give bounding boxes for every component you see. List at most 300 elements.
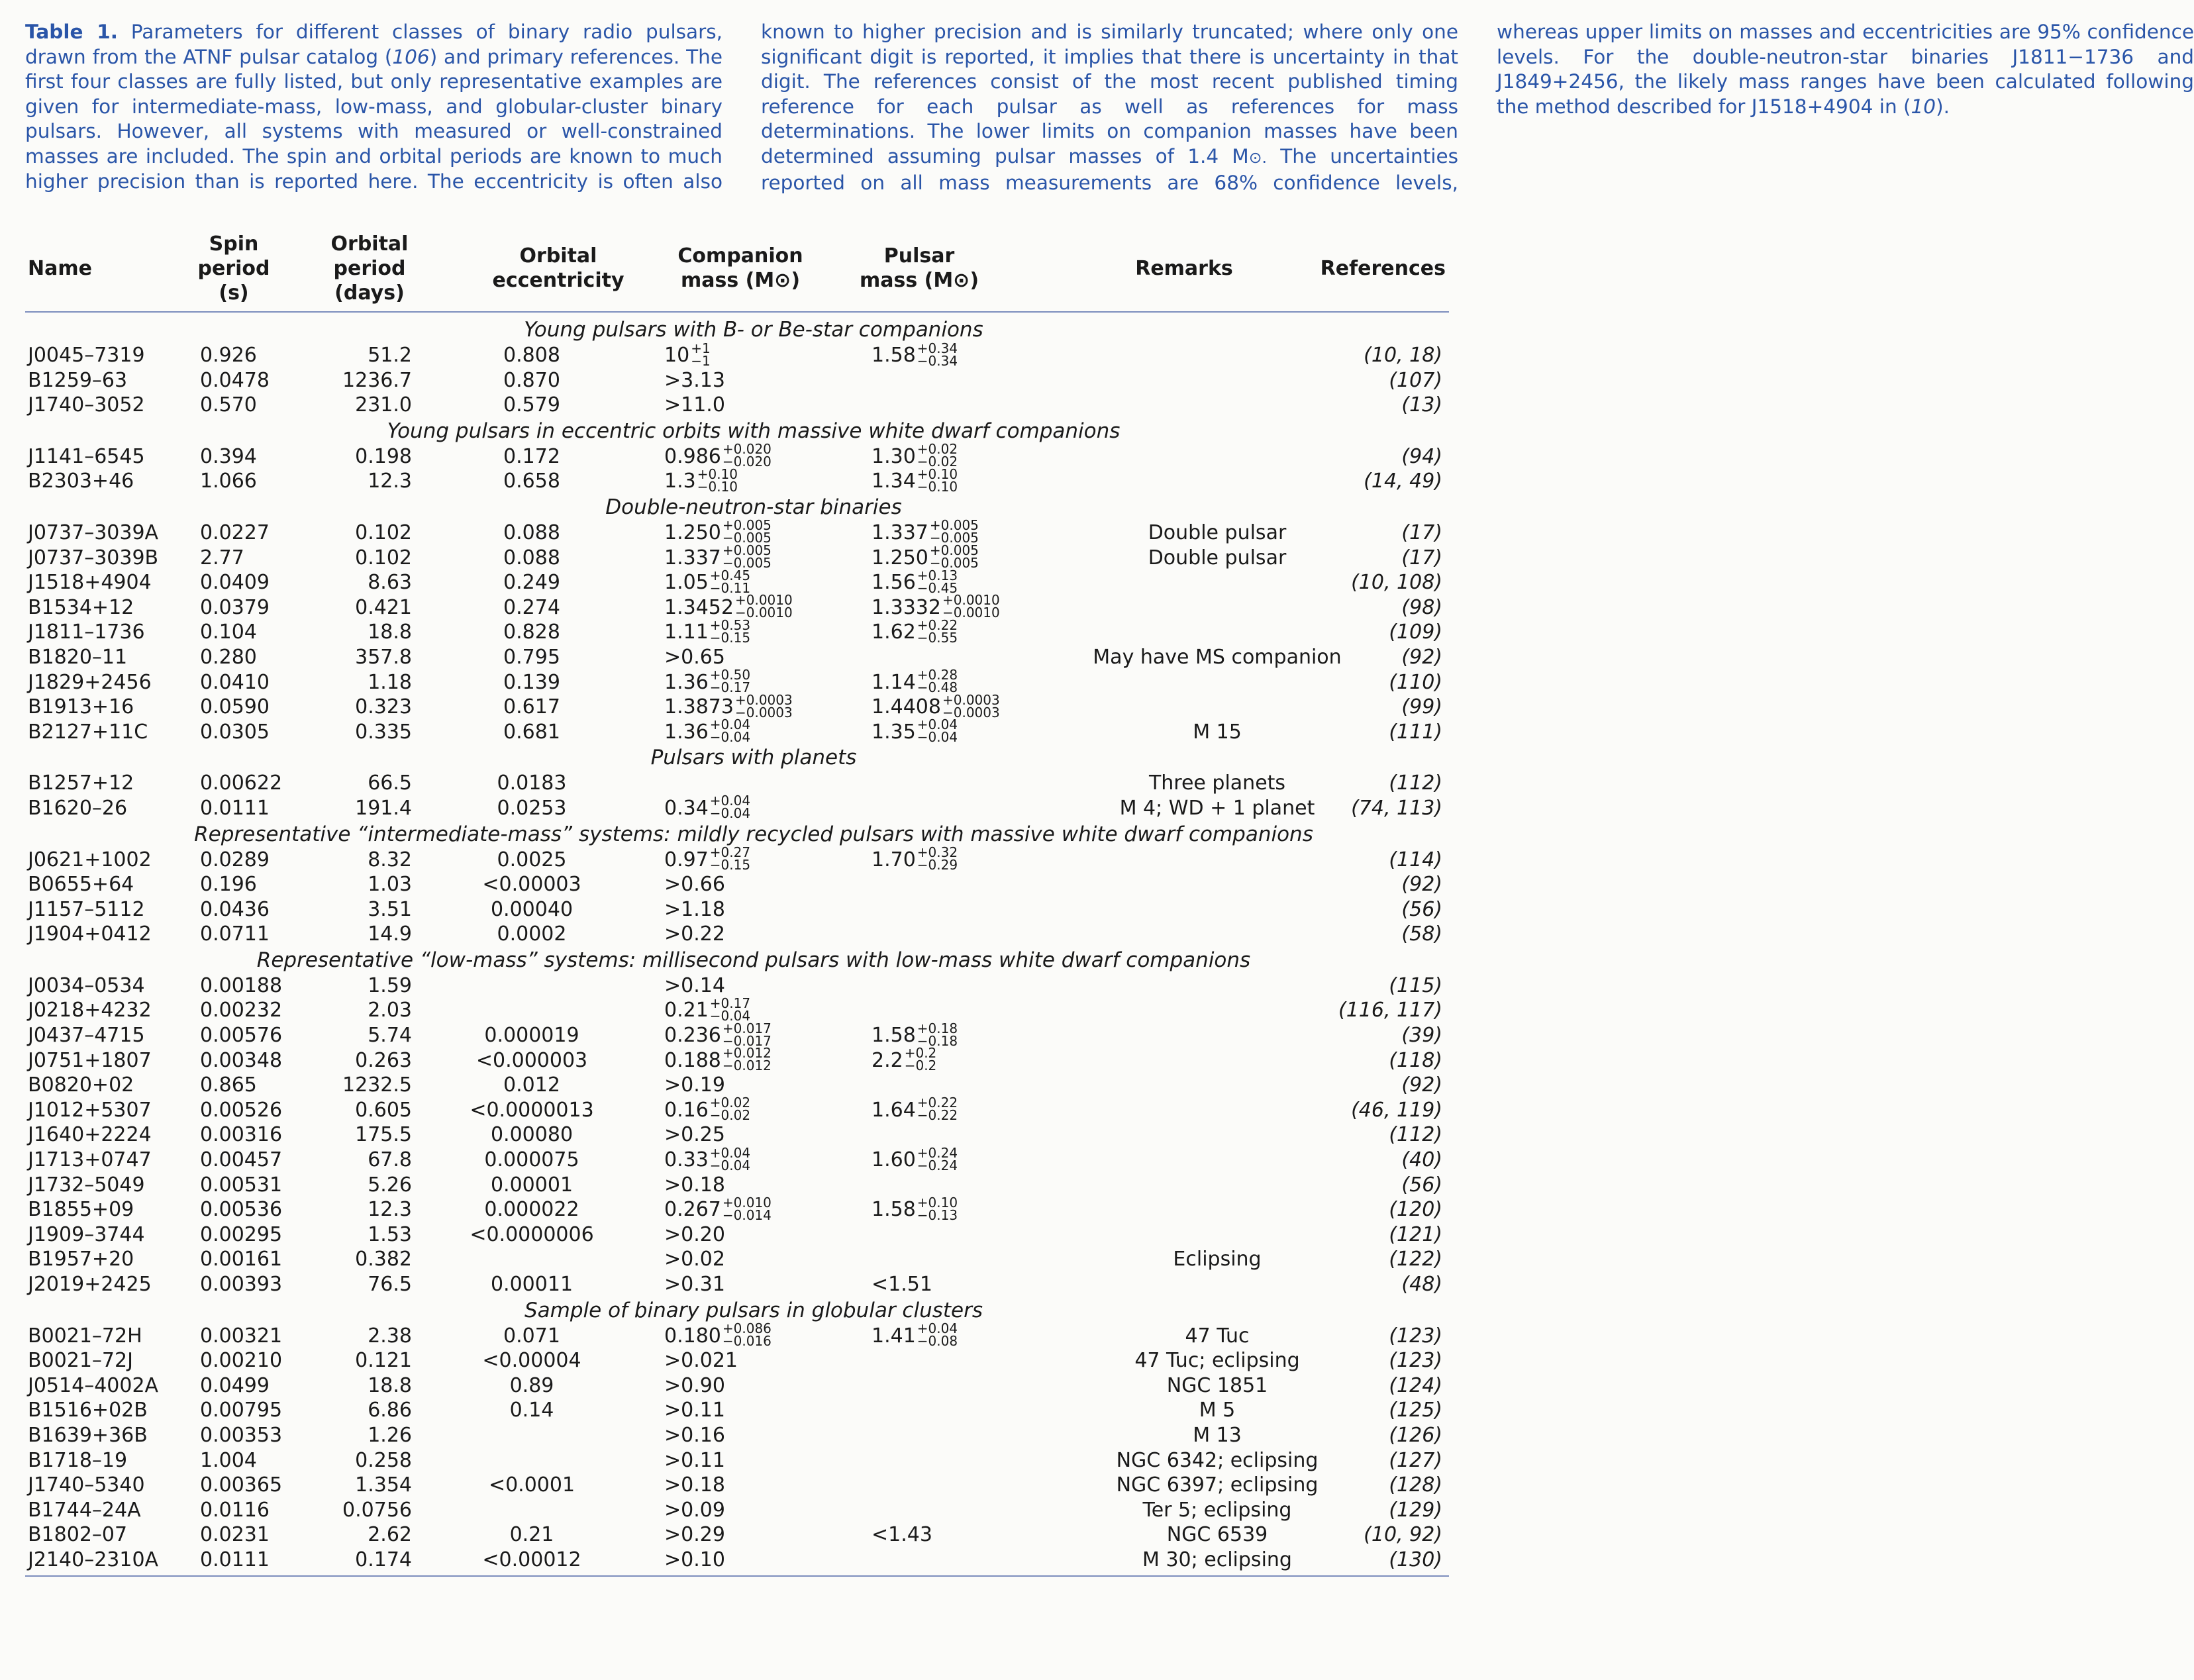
pulsar-mass: [872, 1045, 937, 1074]
eccentricity: 0.088: [503, 546, 560, 569]
spin-period: 0.0111: [200, 1548, 270, 1571]
table-row: [25, 592, 1449, 621]
remarks: May have MS companion: [1093, 645, 1342, 669]
header-name: Name: [28, 256, 92, 280]
pulsar-mass: [872, 716, 958, 746]
pulsar-name: B1744–24A: [28, 1498, 141, 1522]
references: (17): [1401, 546, 1442, 569]
references: (10, 108): [1351, 571, 1442, 595]
uncertainty-lower: −0.15: [709, 629, 751, 646]
mass-value: 1.3873: [664, 695, 734, 719]
orbital-period: 0.323: [355, 695, 412, 719]
references: (128): [1389, 1473, 1442, 1497]
header-remarks: Remarks: [1135, 256, 1233, 280]
pulsar-name: B0021–72H: [28, 1324, 142, 1348]
spin-period: 0.0478: [200, 368, 270, 392]
table-row: [25, 1222, 1449, 1248]
uncertainty-upper: +0.50: [709, 667, 751, 683]
table-row: [25, 771, 1449, 796]
companion-mass: [664, 1498, 725, 1523]
spin-period: 0.00295: [200, 1222, 283, 1246]
mass-value: 1.14: [872, 670, 916, 694]
uncertainty-lower: −0.04: [709, 1157, 751, 1173]
references: (10, 18): [1364, 344, 1442, 367]
pulsar-mass: [872, 617, 958, 646]
remarks: Double pulsar: [1148, 546, 1287, 569]
mass-uncertainty: [917, 1194, 958, 1223]
mass-uncertainty: [710, 795, 750, 820]
spin-period: 0.0305: [200, 720, 270, 744]
table-header: [25, 225, 1449, 311]
table-row: [25, 995, 1449, 1024]
section-title: Young pulsars with B- or Be-star companions: [524, 318, 983, 342]
uncertainty-lower: −0.34: [917, 352, 958, 369]
references: (92): [1401, 873, 1442, 897]
orbital-period: 5.74: [368, 1024, 412, 1048]
table-row: [25, 872, 1449, 897]
spin-period: 2.77: [200, 546, 244, 569]
companion-mass: [664, 617, 751, 646]
mass-uncertainty: [917, 669, 958, 694]
companion-mass: [664, 1473, 725, 1498]
orbital-period: 0.258: [355, 1448, 412, 1472]
uncertainty-lower: −0.48: [917, 679, 958, 696]
orbital-period: 76.5: [368, 1273, 412, 1296]
mass-value: 1.4408: [872, 695, 941, 719]
companion-mass: [664, 1073, 725, 1098]
caption-cite: 106: [392, 45, 430, 68]
eccentricity: 0.088: [503, 520, 560, 544]
table-row: [25, 691, 1449, 720]
table-row: [25, 1122, 1449, 1148]
spin-period: 0.00321: [200, 1324, 283, 1348]
references: (123): [1389, 1349, 1442, 1373]
companion-mass: [664, 393, 725, 418]
orbital-period: 0.263: [355, 1048, 412, 1072]
orbital-period: 51.2: [368, 344, 412, 367]
pulsar-name: B1534+12: [28, 595, 134, 619]
eccentricity: <0.0000006: [470, 1222, 594, 1246]
orbital-period: 18.8: [368, 1373, 412, 1397]
pulsar-name: J1012+5307: [28, 1098, 152, 1122]
header-references: References: [1320, 256, 1446, 280]
pulsar-mass: [872, 1194, 958, 1223]
mass-value: 2.2: [872, 1048, 903, 1072]
companion-mass: [664, 1173, 725, 1198]
mass-uncertainty: [917, 619, 958, 644]
mass-uncertainty: [697, 468, 738, 493]
uncertainty-lower: −0.18: [917, 1032, 958, 1049]
mass-value: >0.66: [664, 873, 725, 897]
mass-value: 1.36: [664, 720, 709, 744]
uncertainty-upper: +0.020: [722, 441, 772, 458]
table-row: [25, 1548, 1449, 1573]
caption-label: Table 1.: [25, 21, 118, 43]
pulsar-table: [25, 225, 1449, 1578]
spin-period: 0.00348: [200, 1048, 283, 1072]
eccentricity: 0.828: [503, 620, 560, 644]
pulsar-name: J1157–5112: [28, 897, 145, 921]
uncertainty-upper: +0.10: [917, 1194, 958, 1211]
mass-value: 0.180: [664, 1324, 721, 1348]
section-title: Representative “low-mass” systems: millisecond pulsars with low-mass white dwarf companions: [256, 948, 1251, 972]
table-row: [25, 542, 1449, 571]
mass-value: >0.09: [664, 1498, 725, 1522]
references: (56): [1401, 897, 1442, 921]
mass-uncertainty: [917, 569, 958, 595]
pulsar-mass: [872, 340, 958, 369]
eccentricity: <0.000003: [475, 1048, 588, 1072]
mass-value: 1.58: [872, 344, 916, 367]
companion-mass: [664, 1122, 725, 1148]
mass-value: 10: [664, 344, 690, 367]
orbital-period: 1.26: [368, 1423, 412, 1447]
uncertainty-upper: +0.45: [709, 567, 751, 583]
mass-uncertainty: [735, 594, 793, 619]
mass-uncertainty: [709, 1144, 751, 1173]
mass-uncertainty: [942, 691, 1000, 720]
references: (99): [1401, 695, 1442, 719]
uncertainty-upper: +0.02: [709, 1095, 751, 1111]
table-row: [25, 973, 1449, 999]
remarks: NGC 6342; eclipsing: [1116, 1448, 1319, 1472]
mass-value: >0.11: [664, 1399, 725, 1422]
pulsar-name: B1257+12: [28, 771, 134, 795]
companion-mass: [664, 1272, 725, 1297]
pulsar-name: B1516+02B: [28, 1399, 148, 1422]
companion-mass: [664, 1448, 725, 1473]
mass-value: >0.10: [664, 1548, 725, 1571]
orbital-period: 18.8: [368, 620, 412, 644]
table-row: [25, 1473, 1449, 1498]
orbital-period: 1.354: [355, 1473, 412, 1497]
uncertainty-lower: −0.014: [722, 1207, 772, 1223]
caption-text-4: ).: [1936, 95, 1950, 118]
mass-uncertainty: [723, 1322, 772, 1348]
remarks: M 15: [1193, 720, 1242, 744]
spin-period: 0.00365: [200, 1473, 283, 1497]
references: (48): [1401, 1273, 1442, 1296]
uncertainty-upper: +0.086: [722, 1320, 772, 1337]
section-title: Representative “intermediate-mass” systems: mildly recycled pulsars with massive white dwarf companions: [194, 822, 1313, 846]
uncertainty-upper: +0.04: [709, 793, 751, 809]
orbital-period: 231.0: [355, 393, 412, 417]
spin-period: 0.0499: [200, 1373, 270, 1397]
uncertainty-lower: −0.22: [917, 1107, 958, 1124]
uncertainty-lower: −0.24: [917, 1157, 958, 1173]
bottom-rule: [25, 1575, 1449, 1577]
companion-mass: [664, 1144, 751, 1173]
uncertainty-lower: −0.017: [722, 1032, 772, 1049]
pulsar-name: B2303+46: [28, 469, 134, 493]
eccentricity: 0.0183: [497, 771, 567, 795]
references: (125): [1389, 1399, 1442, 1422]
mass-value: >0.20: [664, 1222, 725, 1246]
spin-period: 0.0289: [200, 848, 270, 871]
uncertainty-lower: −0.016: [722, 1333, 772, 1350]
uncertainty-upper: +0.10: [697, 466, 738, 482]
orbital-period: 0.605: [355, 1098, 412, 1122]
mass-value: 1.58: [872, 1024, 916, 1048]
pulsar-name: J1829+2456: [28, 670, 152, 694]
spin-period: 0.00526: [200, 1098, 283, 1122]
table-row: [25, 1144, 1449, 1173]
mass-value: 1.58: [872, 1198, 916, 1222]
spin-period: 0.00210: [200, 1349, 283, 1373]
mass-value: 0.986: [664, 444, 721, 468]
orbital-period: 1.59: [368, 973, 412, 997]
table-row: [25, 1194, 1449, 1223]
orbital-period: 2.03: [368, 999, 412, 1022]
uncertainty-upper: +0.005: [722, 517, 772, 534]
uncertainty-lower: −0.0010: [734, 605, 793, 621]
uncertainty-upper: +0.17: [709, 995, 751, 1011]
mass-value: 1.3: [664, 469, 696, 493]
uncertainty-lower: −0.2: [904, 1058, 937, 1074]
spin-period: 0.00531: [200, 1173, 283, 1197]
companion-mass: [664, 1194, 772, 1223]
pulsar-name: J2019+2425: [28, 1273, 152, 1296]
eccentricity: <0.00012: [482, 1548, 581, 1571]
remarks: Eclipsing: [1173, 1248, 1262, 1271]
remarks: M 4; WD + 1 planet: [1119, 796, 1315, 820]
companion-mass: [664, 1095, 751, 1124]
pulsar-name: J0621+1002: [28, 848, 152, 871]
references: (39): [1401, 1024, 1442, 1048]
spin-period: 0.0711: [200, 922, 270, 946]
mass-uncertainty: [930, 519, 979, 544]
mass-value: 1.36: [664, 670, 709, 694]
table-row: [25, 1020, 1449, 1049]
spin-period: 1.066: [200, 469, 257, 493]
pulsar-mass: [872, 1320, 958, 1350]
orbital-period: 3.51: [368, 897, 412, 921]
orbital-period: 1.18: [368, 670, 412, 694]
pulsar-name: J0045–7319: [28, 344, 145, 367]
table-row: [25, 567, 1449, 596]
eccentricity: 0.012: [503, 1073, 560, 1097]
mass-uncertainty: [723, 519, 772, 544]
uncertainty-lower: −0.012: [722, 1058, 772, 1074]
mass-value: 1.30: [872, 444, 916, 468]
pulsar-name: J0034–0534: [28, 973, 145, 997]
mass-uncertainty: [710, 997, 750, 1022]
spin-period: 0.0111: [200, 796, 270, 820]
references: (130): [1389, 1548, 1442, 1571]
pulsar-name: J1518+4904: [28, 571, 152, 595]
eccentricity: 0.172: [503, 444, 560, 468]
pulsar-name: J1141–6545: [28, 444, 145, 468]
orbital-period: 191.4: [355, 796, 412, 820]
uncertainty-lower: −0.45: [917, 579, 958, 596]
references: (111): [1389, 720, 1442, 744]
references: (14, 49): [1364, 469, 1442, 493]
companion-mass: [664, 466, 738, 495]
table-row: [25, 1247, 1449, 1272]
references: (13): [1401, 393, 1442, 417]
orbital-period: 0.0756: [342, 1498, 412, 1522]
companion-mass: [664, 1522, 725, 1548]
orbital-period: 0.102: [355, 520, 412, 544]
mass-value: 1.41: [872, 1324, 916, 1348]
uncertainty-upper: +0.0010: [734, 592, 793, 609]
table-row: [25, 1173, 1449, 1198]
table-row: [25, 922, 1449, 947]
mass-uncertainty: [917, 1097, 958, 1122]
mass-value: 0.267: [664, 1198, 721, 1222]
companion-mass: [664, 716, 751, 746]
pulsar-name: B2127+11C: [28, 720, 148, 744]
mass-value: 0.33: [664, 1148, 709, 1172]
references: (10, 92): [1364, 1523, 1442, 1547]
companion-mass: [664, 793, 751, 822]
uncertainty-upper: +0.012: [722, 1045, 772, 1062]
eccentricity: 0.808: [503, 344, 560, 367]
caption-text-2: ) and primary references. The first four classes are fully listed, but only representative examples are given for intermediate-mass, low-mass, and globular-cluster binary pulsars. However, all systems with measured or well-constrained masses are included. The spin and orbital periods are known to much higher precision than is reported here. The eccentricity is often also known to higher precision and is similarly truncated; where only one significant digit is reported, it implies that there is uncertainty in that digit. The references consist of the most recent published timing reference for each pulsar as well as references for mass determinations. The lower limits on companion masses have been determined assuming pulsar masses of 1.4 M: [25, 21, 1458, 193]
table-row: [25, 1373, 1449, 1399]
mass-value: 1.56: [872, 571, 916, 595]
references: (92): [1401, 1073, 1442, 1097]
orbital-period: 0.382: [355, 1248, 412, 1271]
table-body: [25, 317, 1449, 1573]
pulsar-name: J0737–3039B: [28, 546, 159, 569]
uncertainty-lower: −0.11: [709, 579, 751, 596]
uncertainty-upper: +0.005: [722, 542, 772, 559]
mass-uncertainty: [710, 569, 750, 595]
pulsar-mass: [872, 844, 958, 873]
pulsar-mass: [872, 1144, 958, 1173]
table-row: [25, 645, 1449, 670]
table-caption: [25, 20, 2194, 219]
orbital-period: 1.53: [368, 1222, 412, 1246]
uncertainty-upper: +0.2: [904, 1045, 937, 1062]
companion-mass: [664, 1222, 725, 1248]
uncertainty-lower: −0.005: [722, 530, 772, 546]
references: (116, 117): [1338, 999, 1442, 1022]
table-row: [25, 1095, 1449, 1124]
uncertainty-lower: −0.04: [709, 1007, 751, 1024]
uncertainty-upper: +0.0003: [942, 691, 1000, 708]
eccentricity: 0.00080: [490, 1123, 573, 1147]
table-row: [25, 1348, 1449, 1373]
table-row: [25, 393, 1449, 418]
mass-value: 1.62: [872, 620, 916, 644]
table-row: [25, 368, 1449, 393]
mass-uncertainty: [917, 846, 958, 871]
references: (120): [1389, 1198, 1442, 1222]
remarks: Three planets: [1148, 771, 1286, 795]
companion-mass: [664, 1398, 725, 1423]
eccentricity: 0.00001: [490, 1173, 573, 1197]
eccentricity: 0.000019: [484, 1024, 579, 1048]
companion-mass: [664, 1548, 725, 1573]
eccentricity: 0.617: [503, 695, 560, 719]
uncertainty-lower: −0.08: [917, 1333, 958, 1350]
spin-period: 0.0409: [200, 571, 270, 595]
mass-uncertainty: [710, 1097, 750, 1122]
mass-uncertainty: [723, 544, 772, 569]
pulsar-mass: [872, 1522, 932, 1548]
mass-value: >0.31: [664, 1273, 725, 1296]
uncertainty-upper: +0.22: [917, 617, 958, 633]
uncertainty-lower: −0.005: [929, 530, 979, 546]
pulsar-name: B1639+36B: [28, 1423, 148, 1447]
uncertainty-lower: −0.04: [709, 805, 751, 822]
spin-period: 0.104: [200, 620, 257, 644]
header-companion-mass: Companion mass (M⊙): [677, 244, 803, 292]
spin-period: 0.0231: [200, 1523, 270, 1547]
spin-period: 0.00795: [200, 1399, 283, 1422]
spin-period: 0.00232: [200, 999, 283, 1022]
uncertainty-upper: +0.04: [917, 1320, 958, 1337]
remarks: NGC 6539: [1166, 1523, 1268, 1547]
mass-value: >1.18: [664, 897, 725, 921]
table-row: [25, 340, 1449, 369]
pulsar-mass: [872, 1272, 932, 1297]
spin-period: 0.0116: [200, 1498, 270, 1522]
remarks: 47 Tuc: [1185, 1324, 1250, 1348]
mass-value: 1.64: [872, 1098, 916, 1122]
mass-value: 1.337: [872, 520, 928, 544]
orbital-period: 1.03: [368, 873, 412, 897]
eccentricity: 0.00040: [490, 897, 573, 921]
orbital-period: 175.5: [355, 1123, 412, 1147]
companion-mass: [664, 1348, 738, 1373]
references: (98): [1401, 595, 1442, 619]
companion-mass: [664, 922, 725, 947]
references: (58): [1401, 922, 1442, 946]
references: (92): [1401, 645, 1442, 669]
references: (115): [1389, 973, 1442, 997]
caption-text-1: Parameters for different classes of binary radio pulsars, drawn from the ATNF pulsar catalog (: [25, 21, 723, 68]
mass-uncertainty: [710, 619, 750, 644]
orbital-period: 357.8: [355, 645, 412, 669]
caption-cite: 10: [1911, 95, 1936, 118]
mass-value: >11.0: [664, 393, 725, 417]
eccentricity: <0.00004: [482, 1349, 581, 1373]
uncertainty-lower: −0.02: [709, 1107, 751, 1124]
mass-value: 0.34: [664, 796, 709, 820]
table-row: [25, 897, 1449, 922]
mass-value: >0.90: [664, 1373, 725, 1397]
eccentricity: 0.870: [503, 368, 560, 392]
pulsar-name: J2140–2310A: [28, 1548, 159, 1571]
mass-uncertainty: [942, 594, 1000, 619]
uncertainty-upper: +0.005: [929, 542, 979, 559]
uncertainty-upper: +0.27: [709, 844, 751, 860]
eccentricity: 0.579: [503, 393, 560, 417]
pulsar-name: B1620–26: [28, 796, 128, 820]
orbital-period: 12.3: [368, 469, 412, 493]
mass-value: 0.16: [664, 1098, 709, 1122]
table-row: [25, 1272, 1449, 1297]
eccentricity: 0.21: [509, 1523, 554, 1547]
orbital-period: 0.102: [355, 546, 412, 569]
uncertainty-lower: −0.29: [917, 857, 958, 873]
orbital-period: 0.121: [355, 1349, 412, 1373]
header-rule: [25, 311, 1449, 313]
references: (56): [1401, 1173, 1442, 1197]
uncertainty-upper: +0.13: [917, 567, 958, 583]
companion-mass: [664, 1320, 772, 1350]
table-row: [25, 716, 1449, 746]
uncertainty-upper: +0.04: [709, 716, 751, 733]
table-row: [25, 1498, 1449, 1523]
mass-value: >0.02: [664, 1248, 725, 1271]
pulsar-mass: [872, 466, 958, 495]
spin-period: 0.00576: [200, 1024, 283, 1048]
mass-value: 1.60: [872, 1148, 916, 1172]
